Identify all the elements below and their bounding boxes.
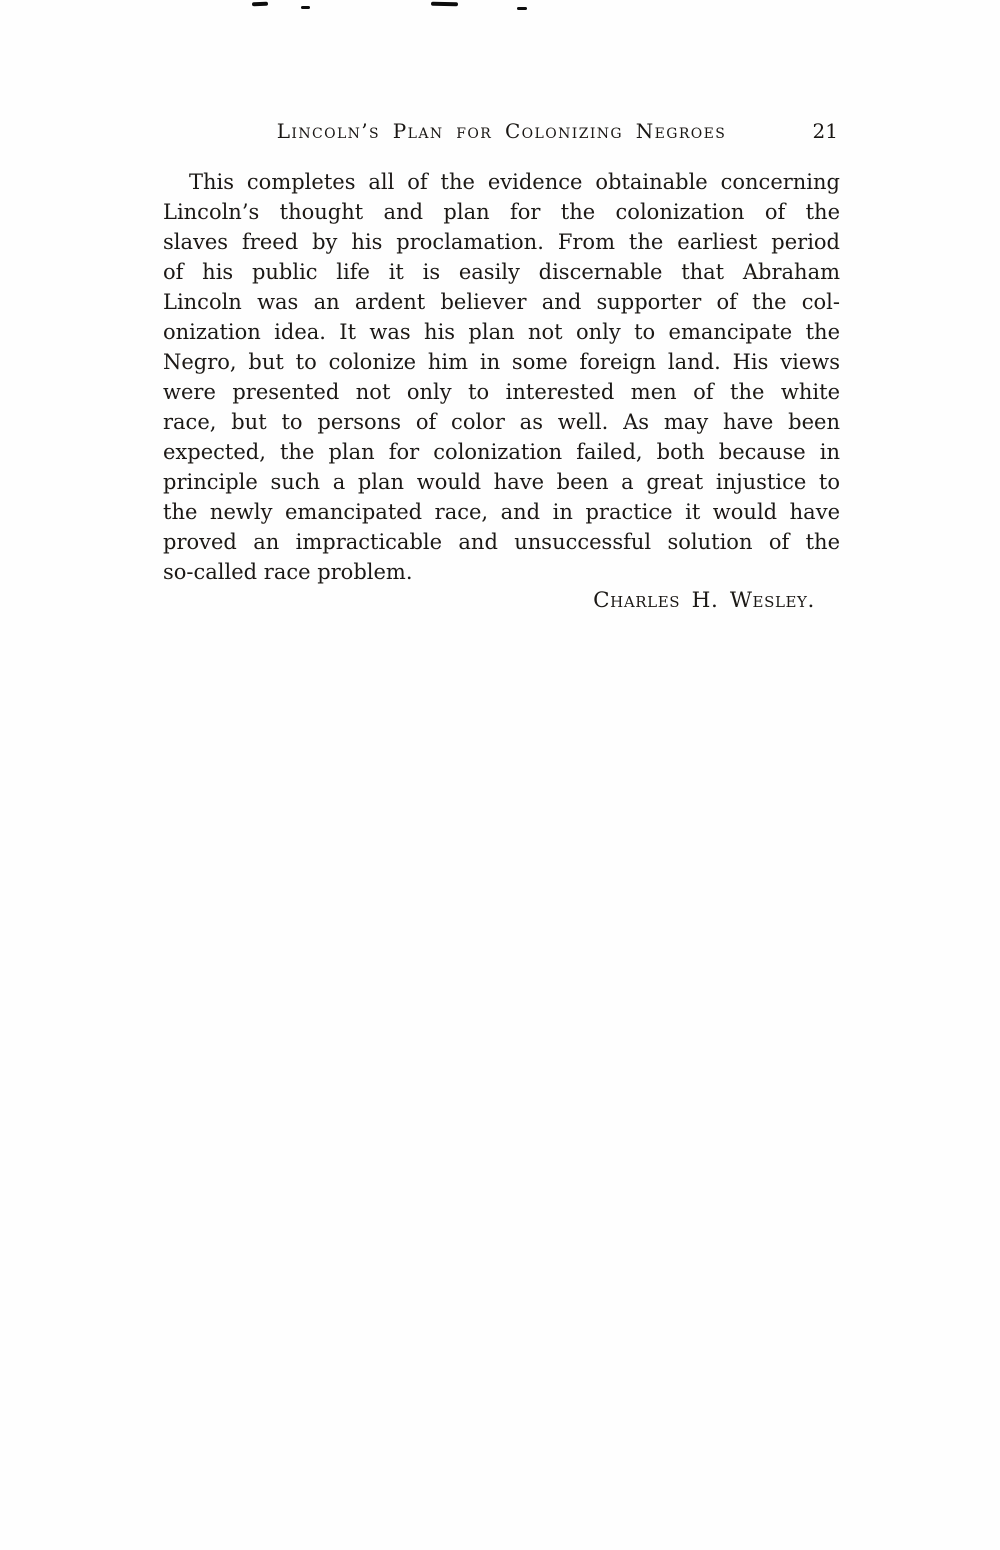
text-line: Negro, but to colonize him in some foreign land. His views xyxy=(163,350,840,374)
text-line: slaves freed by his proclamation. From the earliest period xyxy=(163,230,840,254)
text-line: so-called race problem. xyxy=(163,560,413,584)
scan-artifact xyxy=(252,2,268,7)
text-line: principle such a plan would have been a great injustice to xyxy=(163,470,840,494)
text-line: Lincoln was an ardent believer and supporter of the col- xyxy=(163,290,840,314)
page-number: 21 xyxy=(812,119,838,143)
text-line: This completes all of the evidence obtainable concerning xyxy=(189,170,840,194)
text-line: were presented not only to interested men of the white xyxy=(163,380,840,404)
header-title: Lincoln’s Plan for Colonizing Negroes xyxy=(276,119,727,143)
text-line: of his public life it is easily discernable that Abraham xyxy=(163,260,840,284)
scan-artifact xyxy=(301,6,310,9)
text-line: race, but to persons of color as well. As may have been xyxy=(163,410,840,434)
text-line: Lincoln’s thought and plan for the colonization of the xyxy=(163,200,840,224)
text-line: onization idea. It was his plan not only to emancipate the xyxy=(163,320,840,344)
text-line: expected, the plan for colonization failed, both because in xyxy=(163,440,840,464)
running-header xyxy=(163,119,840,143)
scan-artifact xyxy=(431,2,458,6)
text-line: proved an impracticable and unsuccessful solution of the xyxy=(163,530,840,554)
paragraph xyxy=(163,167,840,587)
scan-artifact xyxy=(517,7,527,10)
author-signature: Charles H. Wesley. xyxy=(593,588,815,613)
text-line: the newly emancipated race, and in practice it would have xyxy=(163,500,840,524)
